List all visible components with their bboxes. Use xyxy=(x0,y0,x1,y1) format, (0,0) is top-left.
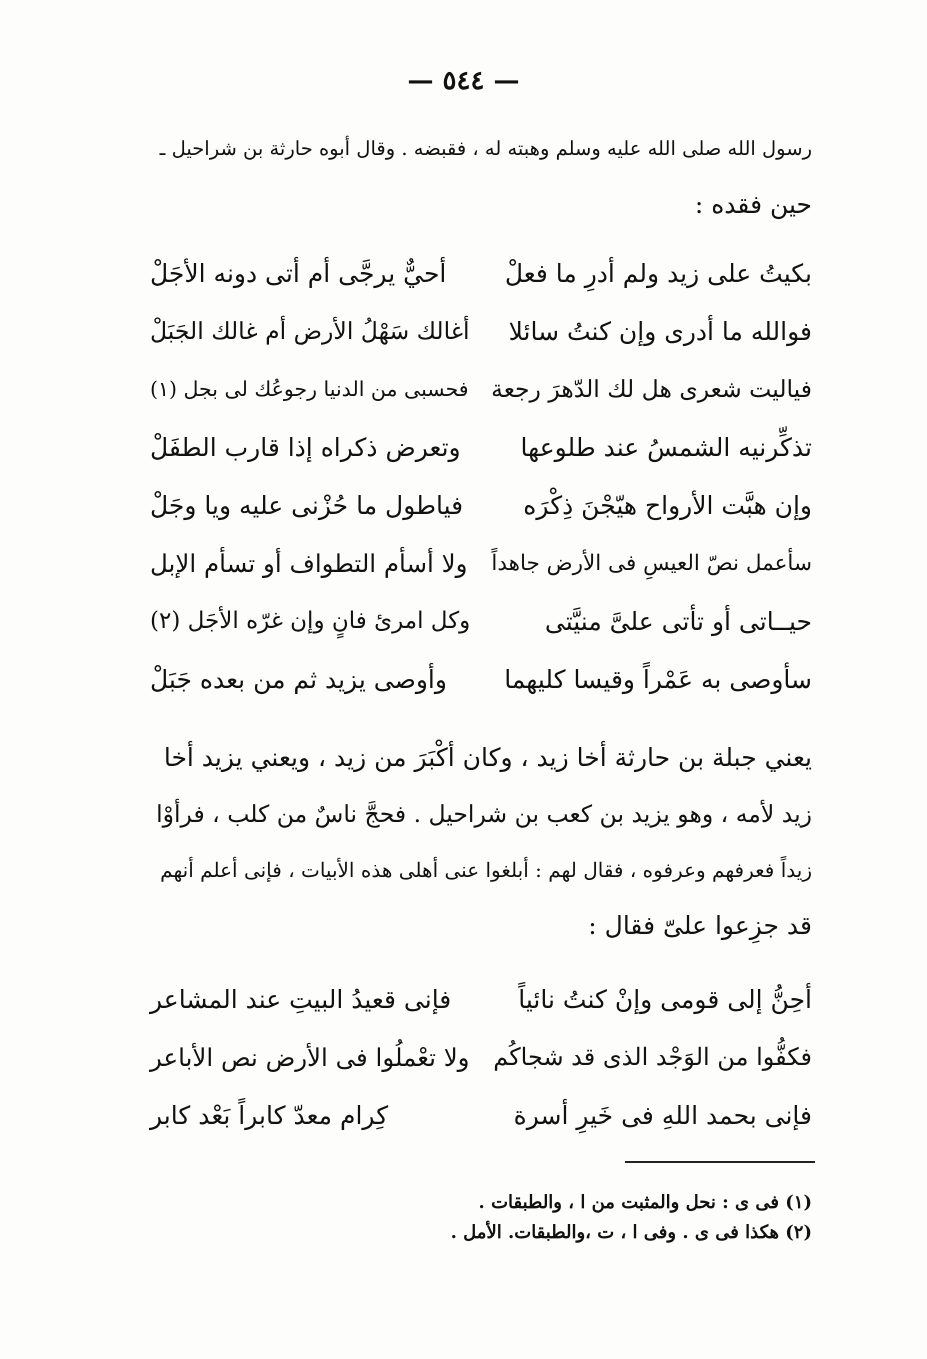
verse-first-hemistich: سأوصى به عَمْراً وقيسا كليهما xyxy=(504,664,812,694)
poem-first xyxy=(150,244,812,708)
verse-second-hemistich: ولا تعْملُوا فى الأرض نص الأباعر xyxy=(150,1042,470,1072)
verse-second-hemistich: فحسبى من الدنيا رجوعُك لى بجل (١) xyxy=(150,377,469,401)
prose-line: زيداً فعرفهم وعرفوه ، فقال لهم : أبلغوا عنى أهلى هذه الأبيات ، فإنى أعلم أنهم xyxy=(160,858,812,882)
verse-line xyxy=(150,1028,812,1086)
footnote-divider xyxy=(625,1161,815,1163)
verse-line xyxy=(150,970,812,1028)
verse-second-hemistich: كِرام معدّ كابراً بَعْد كابر xyxy=(150,1100,389,1130)
verse-line xyxy=(150,650,812,708)
verse-second-hemistich: فياطول ما حُزْنى عليه ويا وجَلْ xyxy=(150,490,464,520)
verse-first-hemistich: حيــاتى أو تأتى علىَّ منيَّتى xyxy=(544,606,812,636)
verse-line xyxy=(150,534,812,592)
verse-first-hemistich: أحِنُّ إلى قومى وإنْ كنتُ نائياً xyxy=(518,984,812,1014)
verse-second-hemistich: ولا أسأم التطواف أو تسأم الإبل xyxy=(150,548,468,578)
verse-second-hemistich: وكل امرئ فانٍ وإن غرّه الأجَل (٢) xyxy=(150,608,471,634)
prose-line: حين فقده : xyxy=(694,190,812,219)
prose-line: رسول الله صلى الله عليه وسلم وهبته له ، فقبضه . وقال أبوه حارثة بن شراحيل ـ xyxy=(159,137,812,160)
verse-second-hemistich: وأوصى يزيد ثم من بعده جَبَلْ xyxy=(150,664,447,694)
verse-second-hemistich: أحيٌّ يرجَّى أم أتى دونه الأجَلْ xyxy=(150,258,447,288)
footnote: (١) فى ى : نحل والمثبت من ا ، والطبقات . xyxy=(478,1192,812,1213)
poem-second xyxy=(150,970,812,1144)
verse-line xyxy=(150,418,812,476)
verse-line xyxy=(150,302,812,360)
verse-line xyxy=(150,592,812,650)
prose-line: يعني جبلة بن حارثة أخا زيد ، وكان أكْبَرَ من زيد ، ويعني يزيد أخا xyxy=(163,743,812,772)
verse-second-hemistich: فإنى قعيدُ البيتِ عند المشاعر xyxy=(150,984,452,1014)
verse-first-hemistich: فوالله ما أدرى وإن كنتُ سائلا xyxy=(508,316,812,346)
verse-first-hemistich: تذكِّرنيه الشمسُ عند طلوعها xyxy=(520,432,812,462)
verse-first-hemistich: سأعمل نصّ العيسِ فى الأرض جاهداً xyxy=(491,550,812,576)
verse-second-hemistich: أغالك سَهْلُ الأرض أم غالك الجَبَلْ xyxy=(150,317,470,345)
verse-line xyxy=(150,244,812,302)
verse-first-hemistich: وإن هبَّت الأرواح هيّجْنَ ذِكْرَه xyxy=(523,490,812,520)
footnote: (٢) هكذا فى ى . وفى ا ، ت ،والطبقات. الأمل . xyxy=(450,1222,812,1243)
prose-line: قد جزِعوا علىّ فقال : xyxy=(588,911,812,940)
prose-line: زيد لأمه ، وهو يزيد بن كعب بن شراحيل . فحجَّ ناسٌ من كلب ، فرأوْا xyxy=(156,800,812,828)
verse-first-hemistich: فإنى بحمد اللهِ فى خَيرِ أسرة xyxy=(513,1100,812,1130)
verse-first-hemistich: فكفُّوا من الوَجْد الذى قد شجاكُم xyxy=(493,1043,812,1071)
intro-paragraph xyxy=(150,121,812,233)
footnotes xyxy=(150,1188,812,1248)
verse-first-hemistich: فياليت شعرى هل لك الدّهرَ رجعة xyxy=(491,375,812,403)
page-number: — ٥٤٤ — xyxy=(407,66,520,96)
verse-line xyxy=(150,1086,812,1144)
middle-paragraph xyxy=(150,730,812,954)
verse-first-hemistich: بكيتُ على زيد ولم أدرِ ما فعلْ xyxy=(504,258,812,288)
verse-line xyxy=(150,360,812,418)
verse-line xyxy=(150,476,812,534)
verse-second-hemistich: وتعرض ذكراه إذا قارب الطفَلْ xyxy=(150,432,461,462)
